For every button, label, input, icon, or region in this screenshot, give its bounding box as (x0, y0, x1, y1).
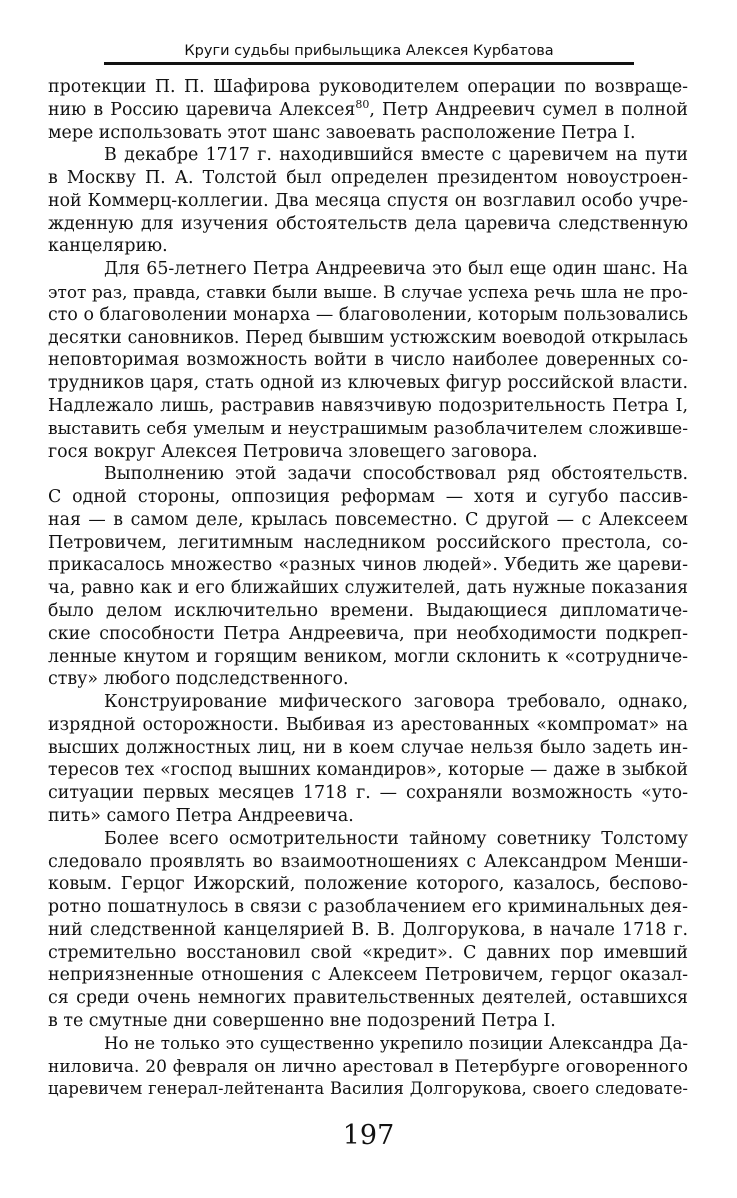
text-line: трудников царя, стать одной из ключевых фигур российской власти. (48, 373, 688, 394)
text-line: этот раз, правда, ставки были выше. В случае успеха речь шла не про- (48, 282, 688, 303)
text-line: высших должностных лиц, ни в коем случае нельзя было задеть ин- (48, 737, 688, 758)
text-line: ная — в самом деле, крылась повсеместно. С другой — с Алексеем (48, 509, 688, 530)
body-text (48, 76, 688, 1101)
running-head-rule (104, 62, 634, 65)
text-line: ковым. Герцог Ижорский, положение которого, казалось, беспово- (48, 874, 688, 895)
text-line: сто о благоволении монарха — благоволении, которым пользовались (48, 304, 688, 325)
text-line: Выполнению этой задачи способствовал ряд обстоятельств. (104, 464, 688, 485)
text-line: канцелярию. (48, 236, 168, 257)
text-line: было делом исключительно времени. Выдающиеся дипломатиче- (48, 600, 688, 621)
text-line: неповторимая возможность войти в число наиболее доверенных со- (48, 350, 688, 371)
paragraph-6 (48, 828, 688, 1033)
text-line: прикасалось множество «разных чинов людей». Убедить же цареви- (48, 555, 688, 576)
paragraph-7 (48, 1033, 688, 1101)
text-line: Петровичем, легитимным наследником российского престола, со- (48, 532, 688, 553)
running-head: Круги судьбы прибыльщика Алексея Курбатова (184, 43, 554, 59)
text-line: ний следственной канцелярией В. В. Долгорукова, в начале 1718 г. (48, 919, 688, 940)
text-line: Для 65-летнего Петра Андреевича это был еще один шанс. На (104, 259, 688, 280)
text-line: в те смутные дни совершенно вне подозрений Петра I. (48, 1011, 556, 1032)
text-line: ротно пошатнулось в связи с разоблачением его криминальных дея- (48, 897, 688, 918)
text-line: ся среди очень немногих правительственных деятелей, оставшихся (48, 988, 688, 1009)
page-number: 197 (342, 1120, 395, 1151)
text-line: неприязненные отношения с Алексеем Петровичем, герцог оказал- (48, 965, 688, 986)
text-line: изрядной осторожности. Выбивая из арестованных «компромат» на (48, 714, 688, 735)
text-line: тересов тех «господ вышних командиров», которые — даже в зыбкой (48, 760, 688, 781)
text-fragment: , Петр Андреевич сумел в полной (369, 99, 688, 120)
paragraph-1 (48, 76, 688, 144)
text-line: ча, равно как и его ближайших служителей, дать нужные показания (48, 578, 688, 599)
paragraph-3 (48, 258, 688, 463)
text-line: следовало проявлять во взаимоотношениях с Александром Менши- (48, 851, 688, 872)
text-line: выставить себя умелым и неустрашимым разоблачителем сложивше- (48, 418, 688, 439)
text-fragment: нию в Россию царевича Алексея (48, 99, 356, 120)
text-line: ной Коммерц-коллегии. Два месяца спустя он возглавил особо учре- (48, 190, 688, 211)
text-line: стремительно восстановил свой «кредит». С давних пор имевший (48, 942, 688, 963)
text-line: С одной стороны, оппозиция реформам — хотя и сугубо пассив- (48, 487, 688, 508)
text-line: ситуации первых месяцев 1718 г. — сохраняли возможность «уто- (48, 783, 688, 804)
footnote-ref[interactable]: 80 (355, 97, 370, 111)
text-line: Но не только это существенно укрепило позиции Александра Да- (104, 1033, 688, 1053)
text-line: В декабре 1717 г. находившийся вместе с царевичем на пути (104, 145, 688, 166)
text-line: царевичем генерал-лейтенанта Василия Долгорукова, своего следовате- (48, 1079, 688, 1099)
text-line: ству» любого подследственного. (48, 669, 349, 690)
text-line: протекции П. П. Шафирова руководителем операции по возвраще- (48, 77, 688, 97)
text-line: гося вокруг Алексея Петровича зловещего заговора. (48, 441, 538, 462)
text-line: мере использовать этот шанс завоевать расположение Петра I. (48, 122, 636, 143)
paragraph-5 (48, 691, 688, 828)
text-line: ленные кнутом и горящим веником, могли склонить к «сотрудниче- (48, 646, 688, 667)
text-line: ниловича. 20 февраля он лично арестовал в Петербурге оговоренного (48, 1056, 688, 1077)
paragraph-4 (48, 463, 688, 691)
text-line: в Москву П. А. Толстой был определен президентом новоустроен- (48, 168, 688, 189)
text-line: жденную для изучения обстоятельств дела царевича следственную (48, 213, 688, 234)
text-line: ские способности Петра Андреевича, при необходимости подкреп- (48, 623, 688, 644)
text-line: Конструирование мифического заговора требовало, однако, (104, 692, 688, 713)
text-line: десятки сановников. Перед бывшим устюжским воеводой открылась (48, 327, 688, 348)
text-line (48, 99, 688, 122)
text-line: Надлежало лишь, растравив навязчивую подозрительность Петра I, (48, 395, 688, 416)
paragraph-2 (48, 144, 688, 258)
text-line: пить» самого Петра Андреевича. (48, 806, 354, 826)
text-line: Более всего осмотрительности тайному советнику Толстому (104, 828, 688, 849)
